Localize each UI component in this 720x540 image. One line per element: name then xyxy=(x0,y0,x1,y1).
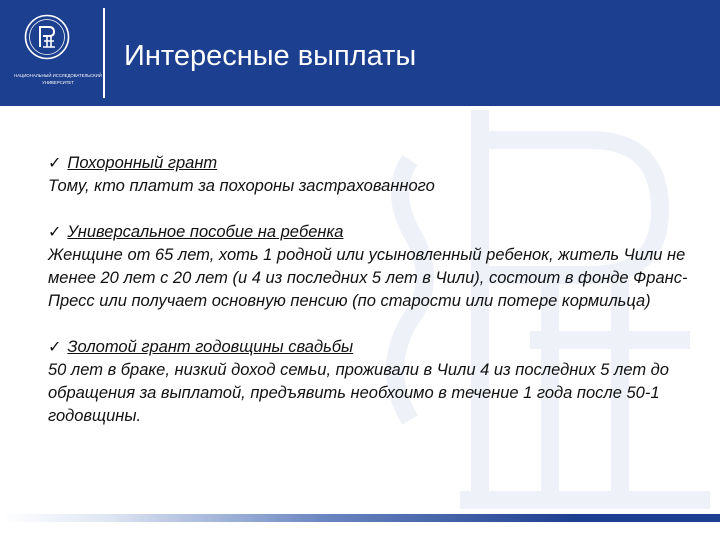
slide-header xyxy=(0,0,720,106)
svg-text:НАЦИОНАЛЬНЫЙ ИССЛЕДОВАТЕЛЬСКИЙ: НАЦИОНАЛЬНЫЙ ИССЛЕДОВАТЕЛЬСКИЙ xyxy=(14,73,102,78)
check-icon: ✓ xyxy=(48,155,62,172)
item-description: Тому, кто платит за похороны застрахованного xyxy=(48,177,435,195)
list-item-golden-wedding-grant xyxy=(48,336,688,428)
list-item-funeral-grant xyxy=(48,152,688,198)
check-icon: ✓ xyxy=(48,339,62,356)
item-description: Женщине от 65 лет, хоть 1 родной или усыновленный ребенок, житель Чили не менее 20 лет с 20 лет (и 4 из последних 5 лет в Чили), состоит в фонде Франс-Пресс или получает основную пенсию (по старости или потере кормильца) xyxy=(48,246,688,310)
footer-gradient-bar xyxy=(0,514,720,522)
logo-caption xyxy=(12,71,104,87)
hse-logo-icon xyxy=(24,14,70,60)
header-divider xyxy=(103,8,105,98)
check-icon: ✓ xyxy=(48,224,62,241)
svg-text:УНИВЕРСИТЕТ: УНИВЕРСИТЕТ xyxy=(42,80,74,85)
content-area xyxy=(48,152,688,428)
item-heading: Золотой грант годовщины свадьбы xyxy=(67,338,354,356)
list-item-child-allowance xyxy=(48,221,688,313)
item-description: 50 лет в браке, низкий доход семьи, проживали в Чили 4 из последних 5 лет до обращения за выплатой, предъявить необхоимо в течение 1 года после 50-1 годовщины. xyxy=(48,361,669,425)
item-heading: Похоронный грант xyxy=(67,154,218,172)
item-heading: Универсальное пособие на ребенка xyxy=(67,223,344,241)
slide-title: Интересные выплаты xyxy=(124,40,417,72)
